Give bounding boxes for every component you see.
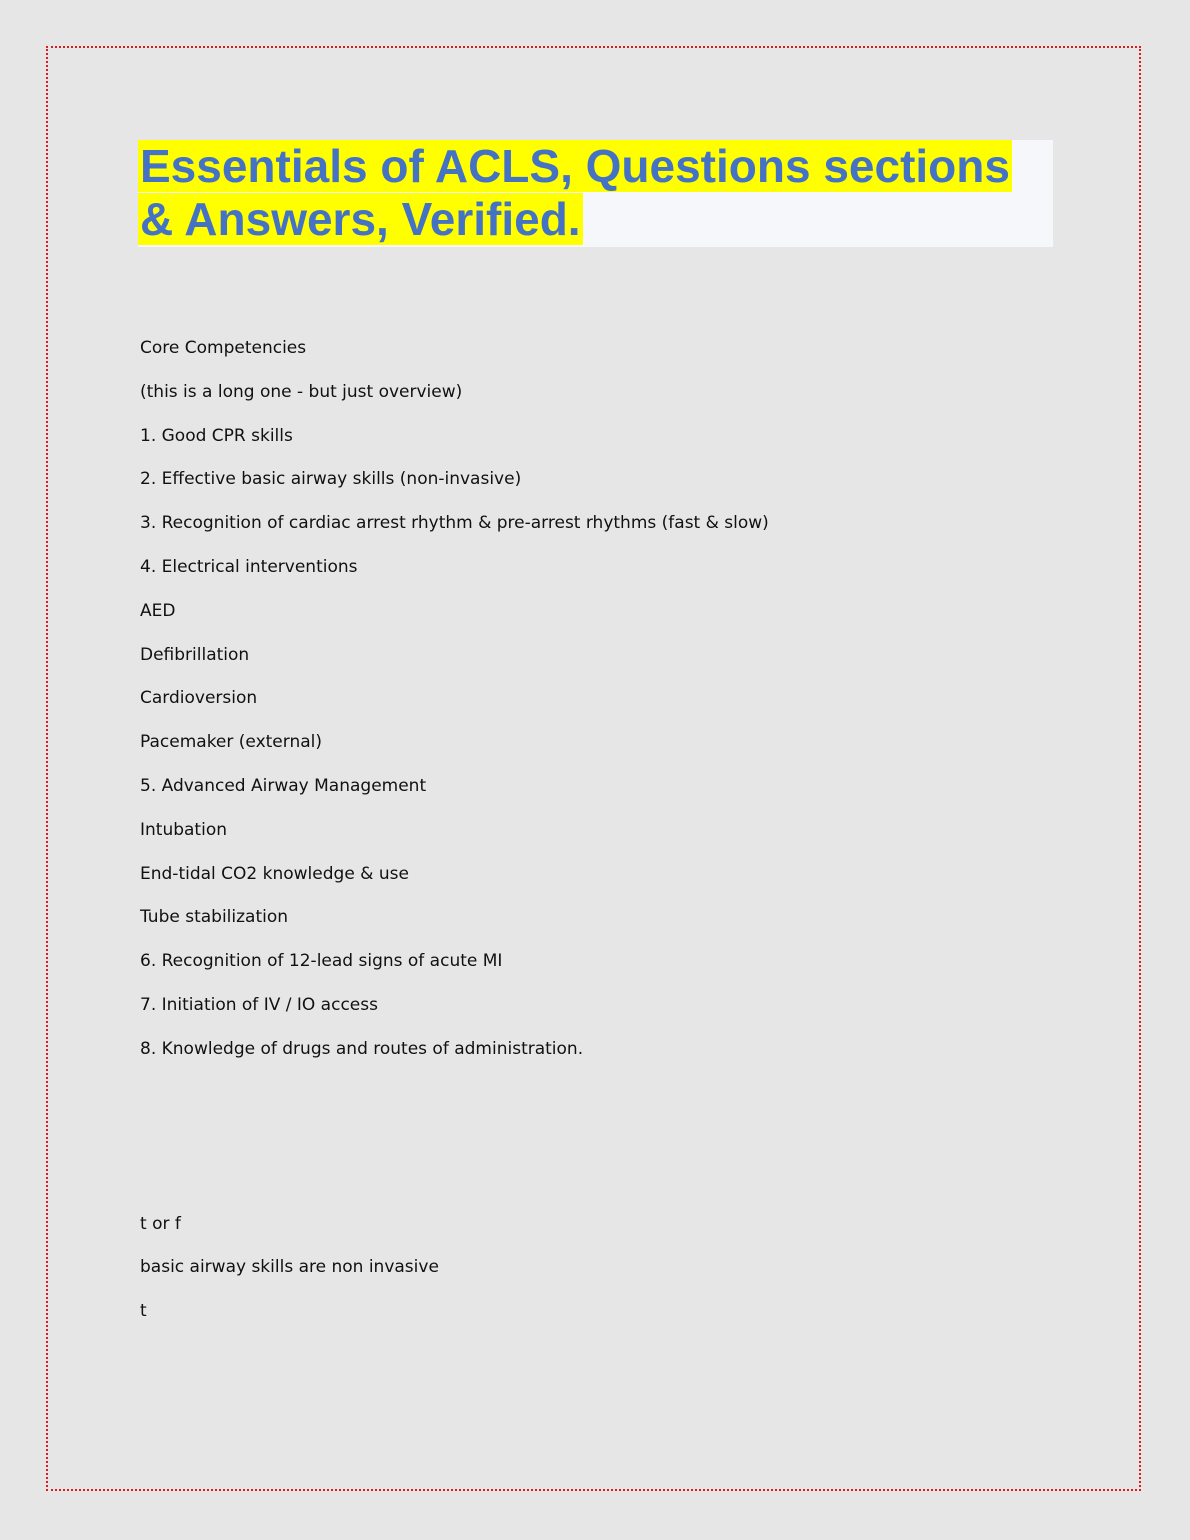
list-item: 7. Initiation of IV / IO access: [140, 994, 378, 1015]
text-line: (this is a long one - but just overview): [140, 381, 463, 402]
list-item: 8. Knowledge of drugs and routes of administration.: [140, 1038, 584, 1059]
text-line: Core Competencies: [140, 338, 307, 358]
title-block: [138, 140, 1053, 247]
question-text: basic airway skills are non invasive: [140, 1257, 439, 1278]
title-line-1: Essentials of ACLS, Questions sections: [140, 140, 1010, 192]
answer-text: t: [140, 1301, 147, 1322]
question-type: t or f: [140, 1213, 181, 1234]
list-item: 5. Advanced Airway Management: [140, 775, 427, 796]
document-body: [140, 336, 1040, 1343]
list-item: 1. Good CPR skills: [140, 425, 293, 446]
list-subitem: AED: [140, 600, 176, 621]
list-item: 2. Effective basic airway skills (non-invasive): [140, 469, 522, 490]
spacer: [140, 1081, 1040, 1212]
list-subitem: Defibrillation: [140, 644, 250, 665]
list-subitem: Pacemaker (external): [140, 732, 322, 753]
list-subitem: Tube stabilization: [140, 907, 289, 928]
list-item: 4. Electrical interventions: [140, 556, 358, 577]
list-subitem: End-tidal CO2 knowledge & use: [140, 863, 409, 884]
document-title: [138, 140, 1053, 246]
list-subitem: Intubation: [140, 819, 228, 840]
list-subitem: Cardioversion: [140, 688, 258, 709]
list-item: 3. Recognition of cardiac arrest rhythm & pre-arrest rhythms (fast & slow): [140, 513, 769, 534]
list-item: 6. Recognition of 12-lead signs of acute MI: [140, 951, 503, 972]
title-line-2: & Answers, Verified.: [140, 193, 581, 245]
